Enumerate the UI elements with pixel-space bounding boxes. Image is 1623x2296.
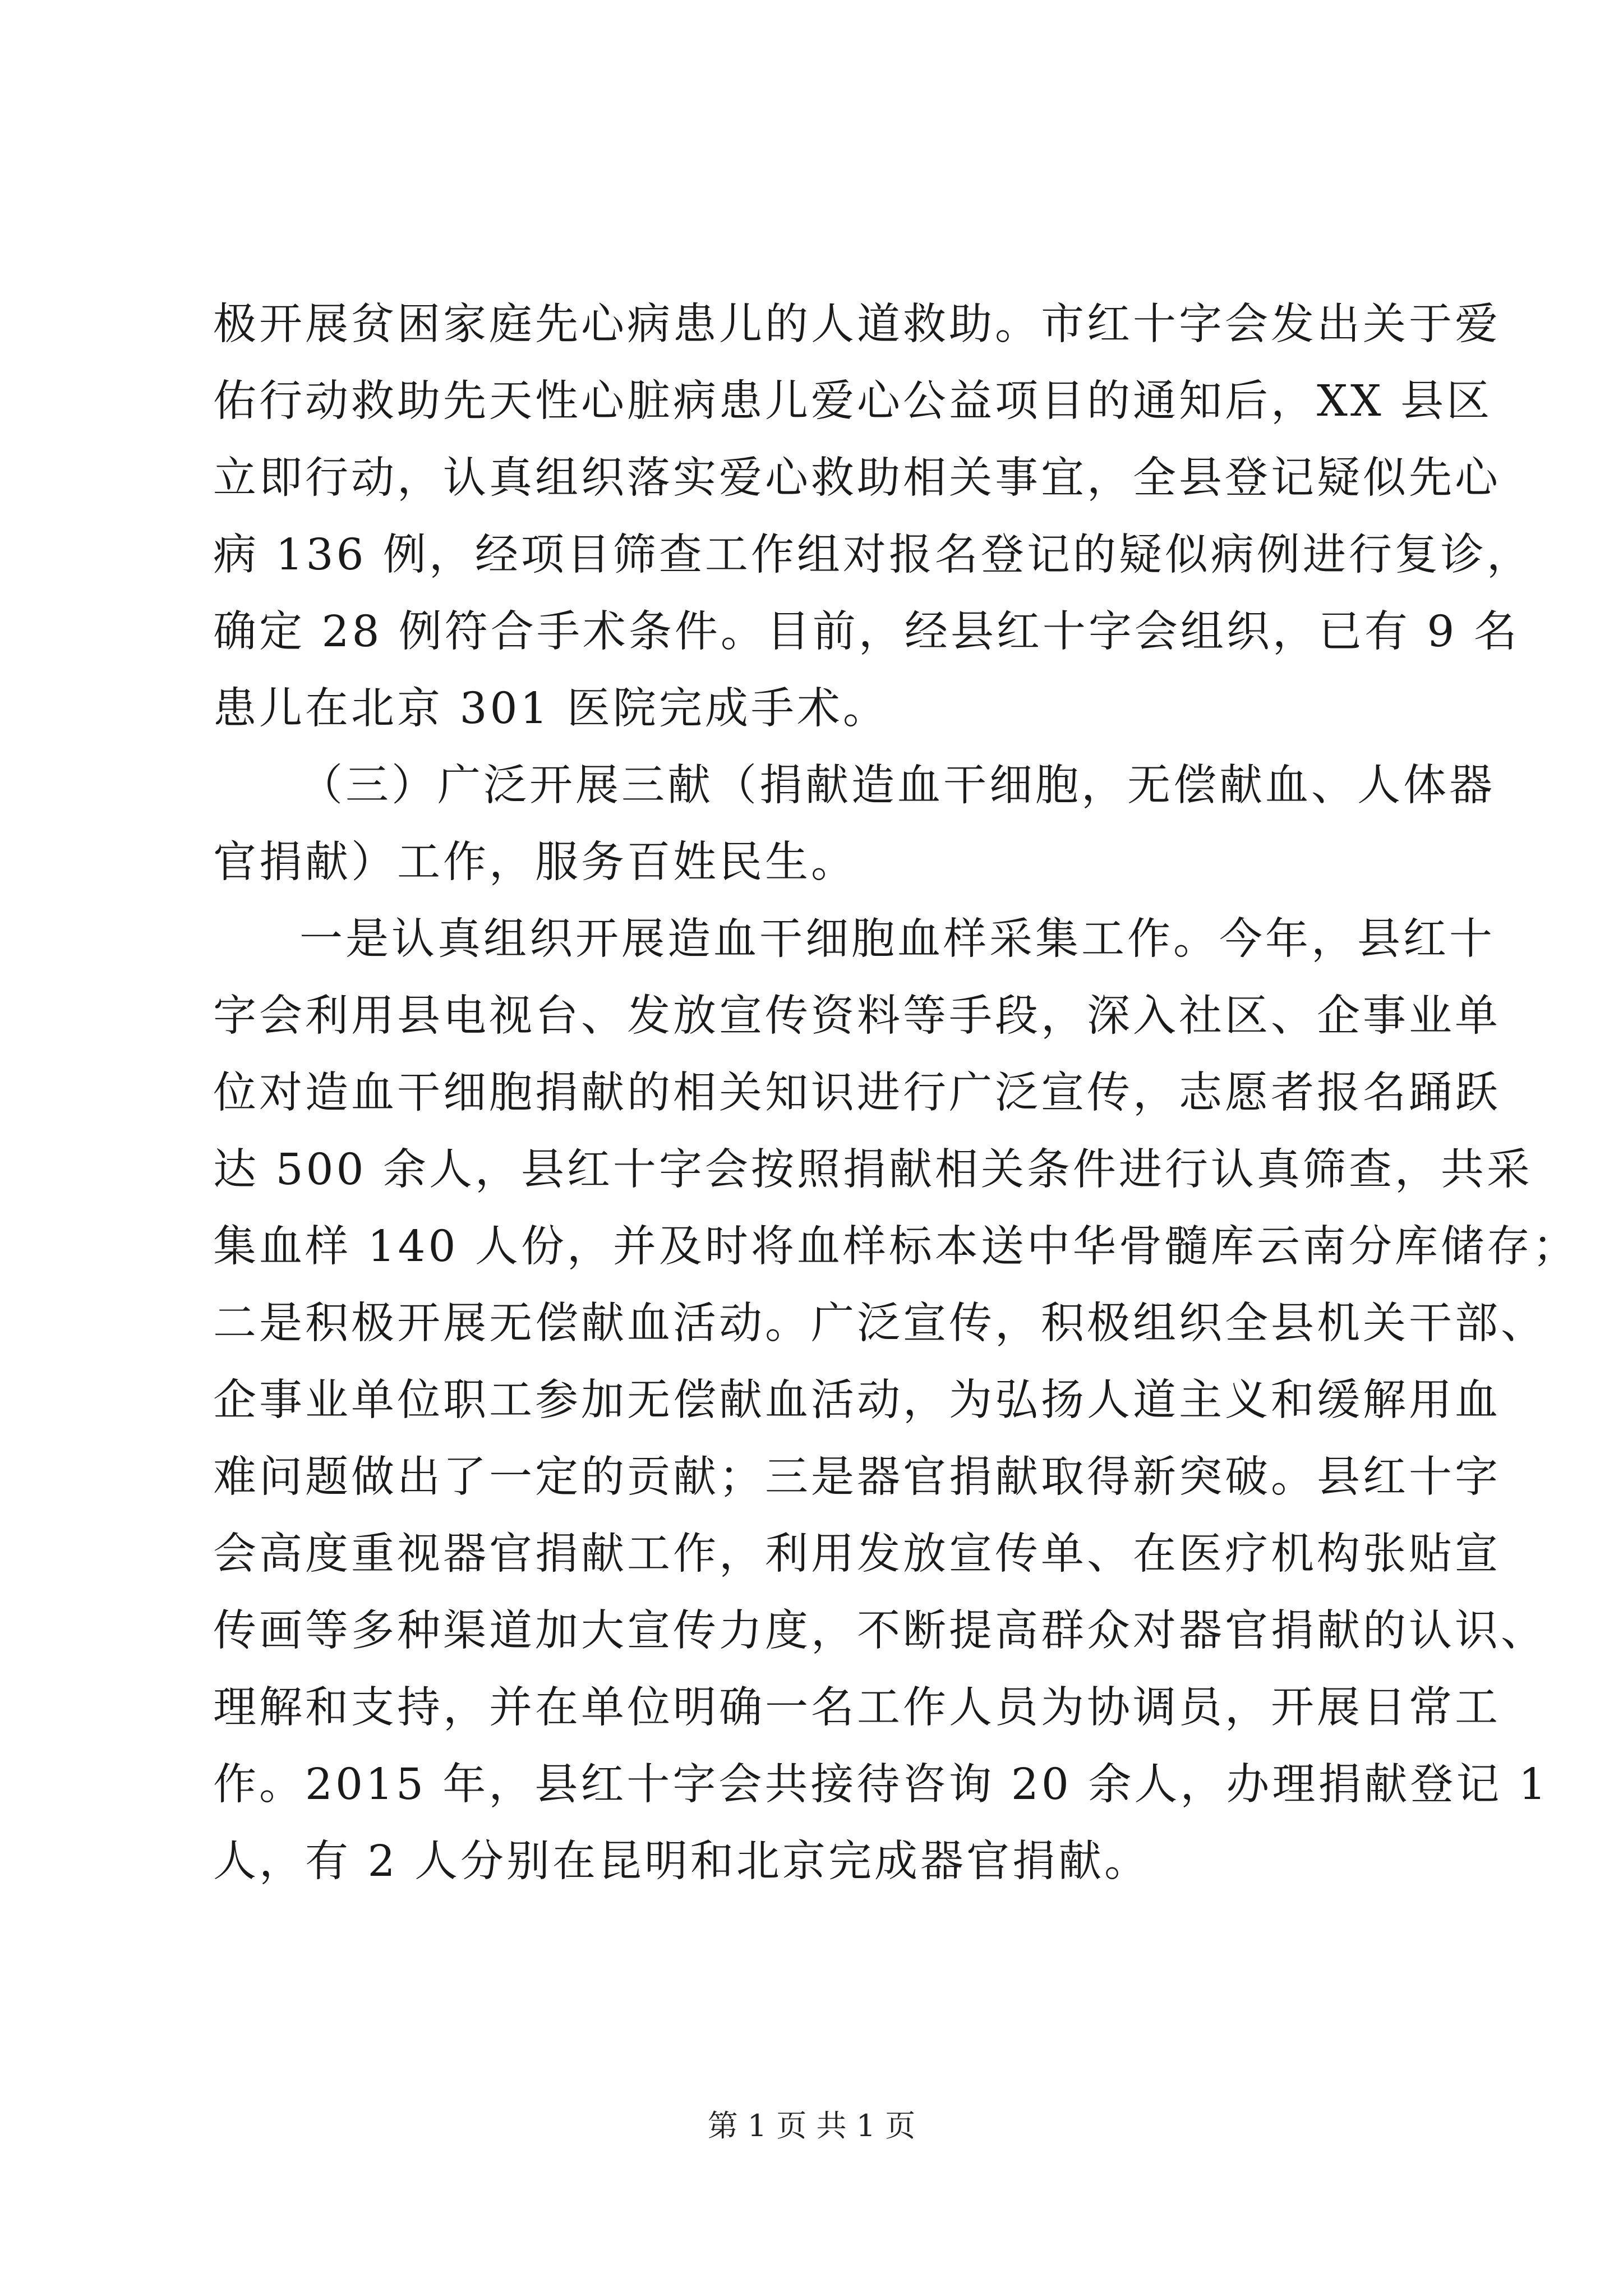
text-line: 企事业单位职工参加无偿献血活动，为弘扬人道主义和缓解用血 [213, 1375, 1501, 1425]
text-line: 传画等多种渠道加大宣传力度，不断提高群众对器官捐献的认识、 [213, 1606, 1547, 1656]
text-line: 确定 28 例符合手术条件。目前，经县红十字会组织，已有 9 名 [213, 607, 1520, 657]
text-line: 理解和支持，并在单位明确一名工作人员为协调员，开展日常工 [213, 1683, 1501, 1733]
text-line: 位对造血干细胞捐献的相关知识进行广泛宣传，志愿者报名踊跃 [213, 1068, 1501, 1118]
body-text [213, 286, 1579, 1900]
section-heading: （三）广泛开展三献（捐献造血干细胞，无偿献血、人体器 [299, 761, 1495, 811]
text-line: 佑行动救助先天性心脏病患儿爱心公益项目的通知后，XX 县区 [213, 376, 1493, 426]
text-line: 病 136 例，经项目筛查工作组对报名登记的疑似病例进行复诊， [213, 530, 1533, 580]
text-line: 极开展贫困家庭先心病患儿的人道救助。市红十字会发出关于爱 [213, 300, 1501, 349]
text-line: 一是认真组织开展造血干细胞血样采集工作。今年，县红十 [299, 914, 1495, 964]
text-line: 达 500 余人，县红十字会按照捐献相关条件进行认真筛查，共采 [213, 1145, 1533, 1195]
text-line: 立即行动，认真组织落实爱心救助相关事宜，全县登记疑似先心 [213, 453, 1501, 503]
text-line: 人，有 2 人分别在昆明和北京完成器官捐献。 [213, 1837, 1150, 1887]
text-line: 集血样 140 人份，并及时将血样标本送中华骨髓库云南分库储存； [213, 1222, 1579, 1272]
text-line: 二是积极开展无偿献血活动。广泛宣传，积极组织全县机关干部、 [213, 1299, 1547, 1349]
page-footer: 第 1 页 共 1 页 [707, 2108, 916, 2143]
section-heading-cont: 官捐献）工作，服务百姓民生。 [213, 838, 857, 887]
text-line: 作。2015 年，县红十字会共接待咨询 20 余人，办理捐献登记 1 [213, 1760, 1549, 1810]
text-line: 会高度重视器官捐献工作，利用发放宣传单、在医疗机构张贴宣 [213, 1529, 1501, 1579]
text-line: 难问题做出了一定的贡献；三是器官捐献取得新突破。县红十字 [213, 1452, 1501, 1502]
text-line: 字会利用县电视台、发放宣传资料等手段，深入社区、企事业单 [213, 991, 1501, 1041]
text-line: 患儿在北京 301 医院完成手术。 [213, 684, 889, 734]
